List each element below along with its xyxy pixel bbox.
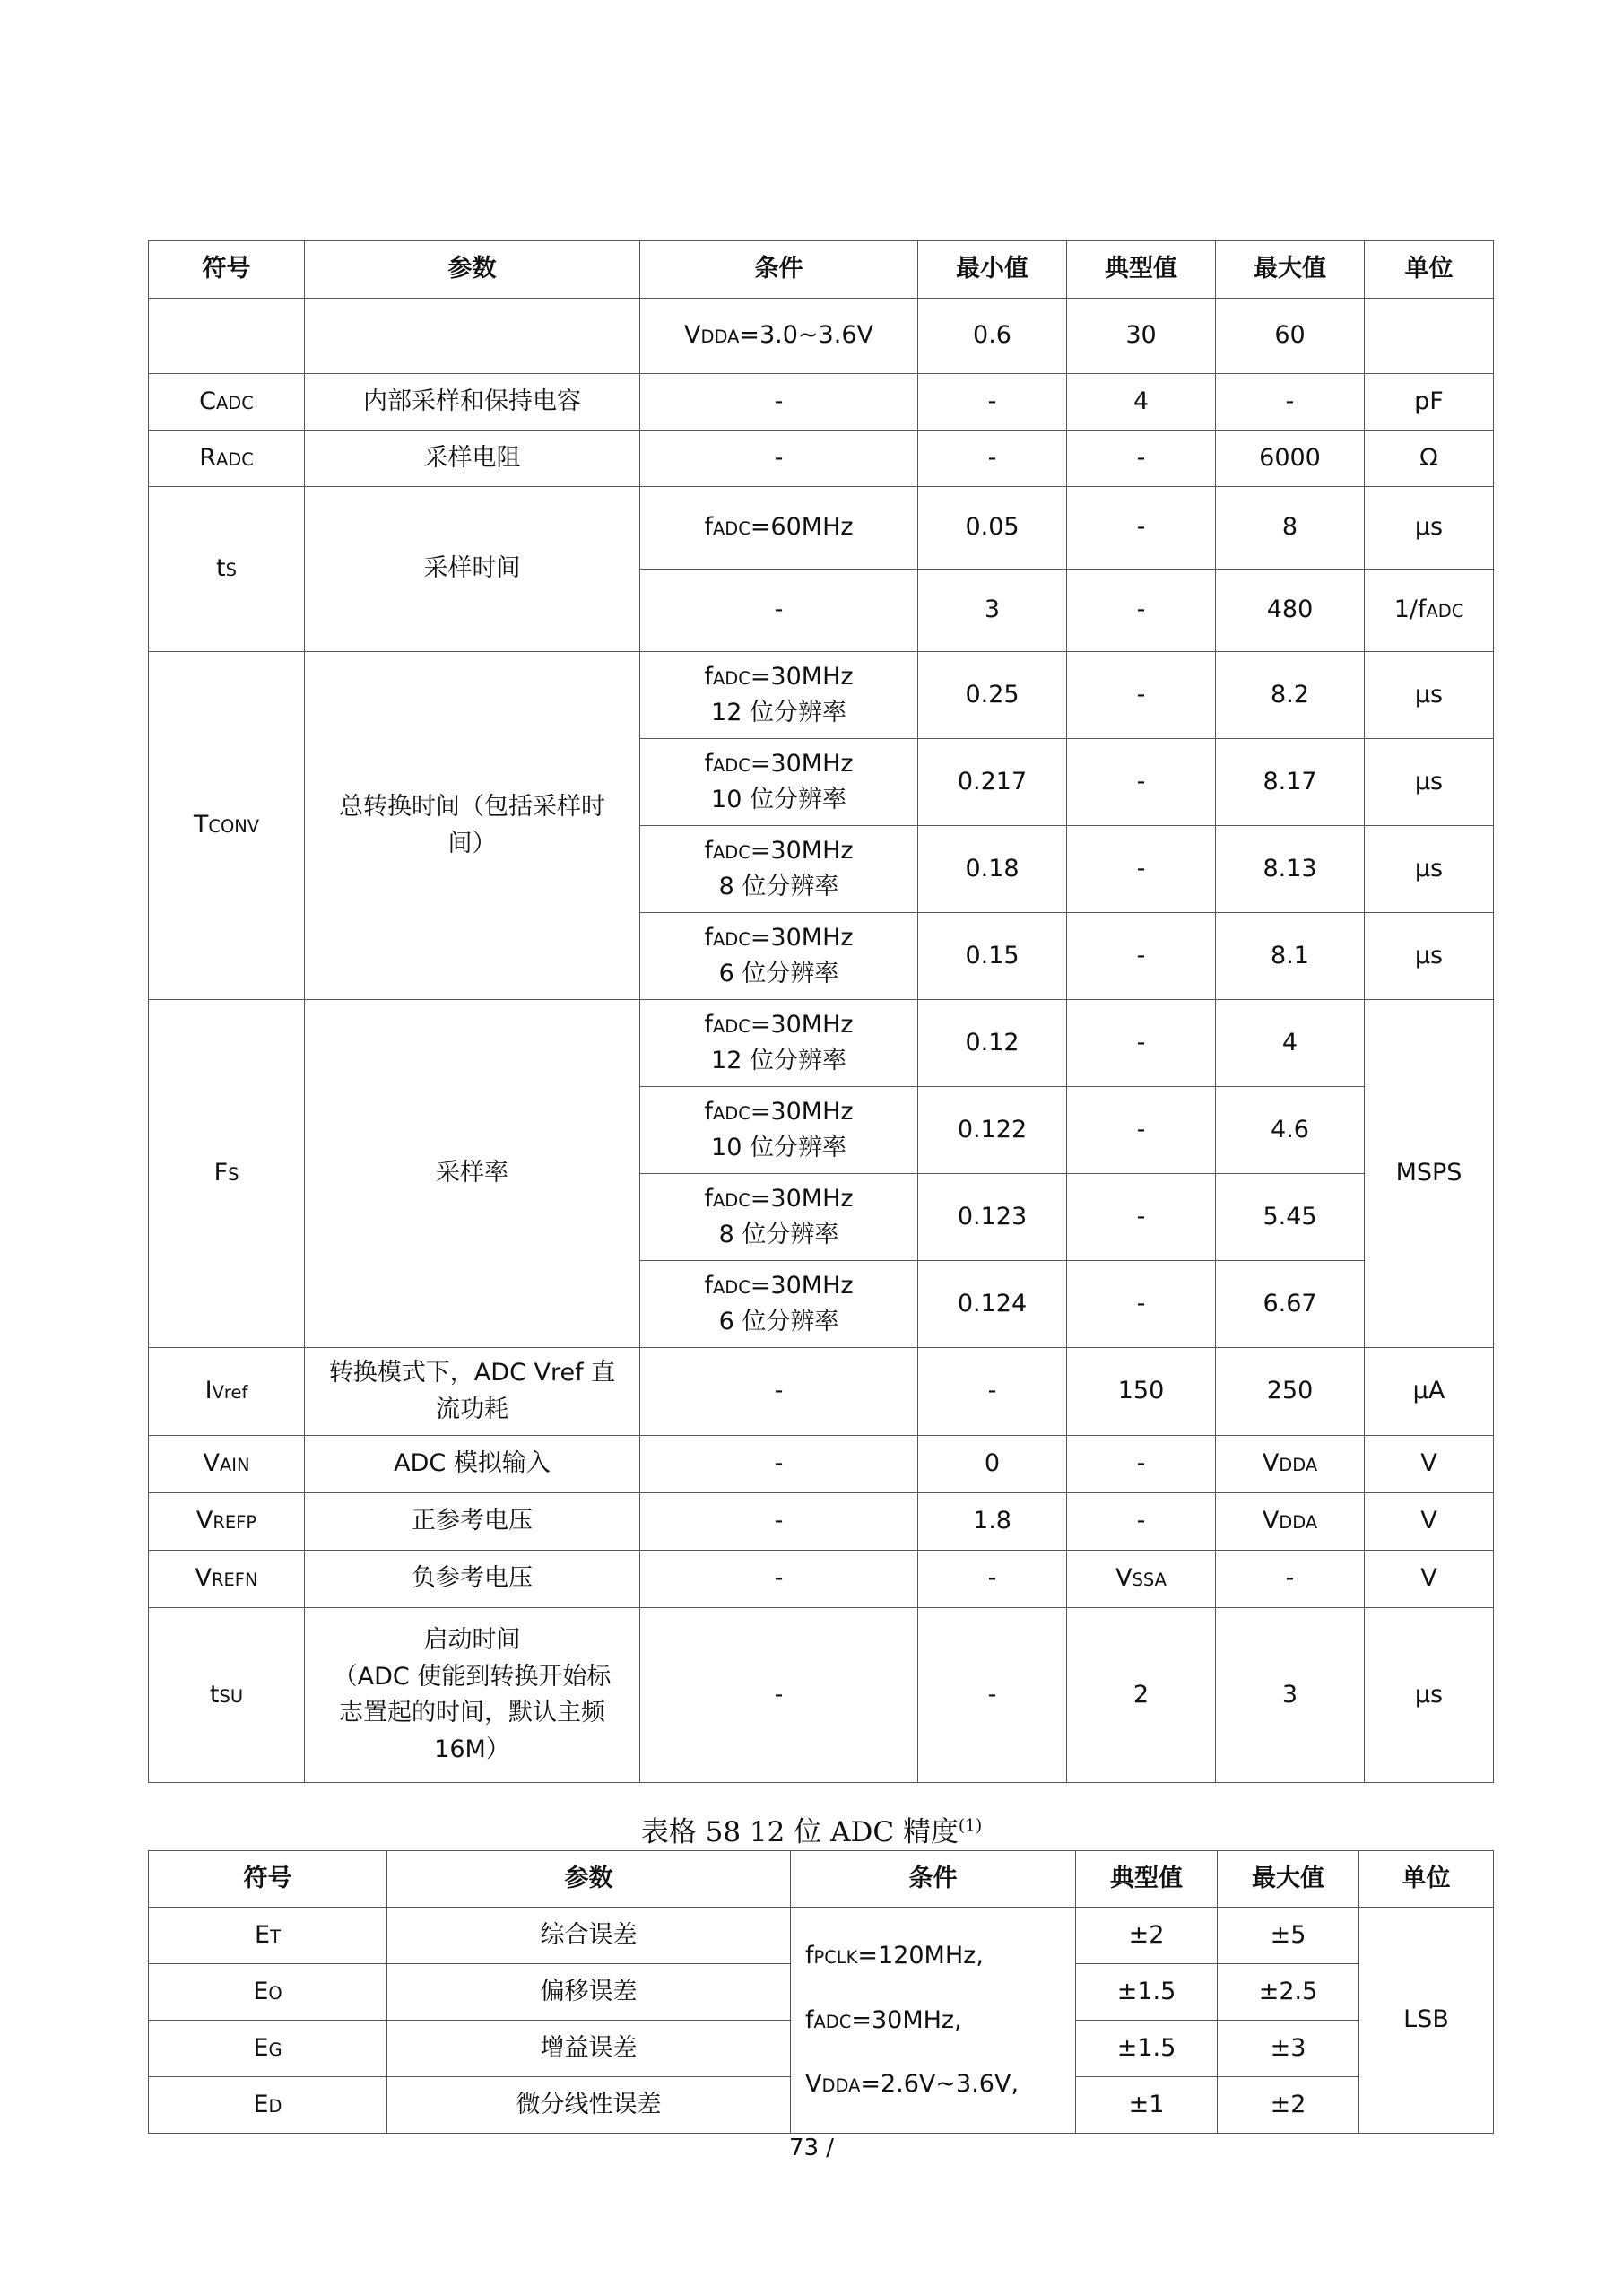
symbol-cell: ED (149, 2077, 387, 2134)
max-cell: 8.1 (1216, 913, 1365, 1000)
cond-cell: fADC=30MHz 12 位分辨率 (640, 652, 918, 739)
min-cell: 0.18 (918, 826, 1067, 913)
adc-accuracy-table (148, 1850, 1494, 2134)
typ-cell: ±1 (1076, 2077, 1218, 2134)
max-cell: ±2.5 (1218, 1964, 1359, 2021)
symbol-cell: EO (149, 1964, 387, 2021)
max-cell: 8.17 (1216, 739, 1365, 826)
cond-cell: fADC=30MHz 8 位分辨率 (640, 1174, 918, 1261)
cond-cell: fPCLK=120MHz, fADC=30MHz, VDDA=2.6V~3.6V, (791, 1908, 1076, 2134)
symbol-cell: VREFP (149, 1493, 305, 1551)
cond-cell: - (640, 374, 918, 430)
adc-characteristics-table (148, 240, 1494, 1783)
header-typ: 典型值 (1076, 1851, 1218, 1908)
symbol-cell: RADC (149, 430, 305, 487)
max-cell: ±2 (1218, 2077, 1359, 2134)
param-cell: 转换模式下，ADC Vref 直 流功耗 (305, 1348, 640, 1436)
unit-cell: LSB (1359, 1908, 1494, 2134)
symbol-cell: TCONV (149, 652, 305, 1000)
header-max: 最大值 (1218, 1851, 1359, 1908)
cond-cell: fADC=30MHz 10 位分辨率 (640, 739, 918, 826)
cond-cell: - (640, 1493, 918, 1551)
max-cell: 5.45 (1216, 1174, 1365, 1261)
symbol-cell: EG (149, 2021, 387, 2077)
param-cell: 启动时间 （ADC 使能到转换开始标 志置起的时间，默认主频 16M） (305, 1608, 640, 1783)
table-row (149, 1608, 1494, 1783)
typ-cell: VSSA (1067, 1551, 1216, 1608)
min-cell: - (918, 1608, 1067, 1783)
min-cell: 0.05 (918, 487, 1067, 570)
typ-cell: 150 (1067, 1348, 1216, 1436)
max-cell: 3 (1216, 1608, 1365, 1783)
min-cell: 0.15 (918, 913, 1067, 1000)
typ-cell: - (1067, 826, 1216, 913)
max-cell: 250 (1216, 1348, 1365, 1436)
cond-cell: - (640, 430, 918, 487)
param-cell: 采样时间 (305, 487, 640, 652)
table-row (149, 652, 1494, 739)
cond-cell: fADC=30MHz 10 位分辨率 (640, 1087, 918, 1174)
typ-cell: ±1.5 (1076, 2021, 1218, 2077)
table-row (149, 1348, 1494, 1436)
unit-cell: μs (1365, 739, 1494, 826)
page-number: 73 / (788, 2135, 835, 2161)
param-cell: 微分线性误差 (387, 2077, 791, 2134)
cond-cell: - (640, 1551, 918, 1608)
min-cell: 0.217 (918, 739, 1067, 826)
param-cell: 采样电阻 (305, 430, 640, 487)
max-cell: ±3 (1218, 2021, 1359, 2077)
unit-cell: μs (1365, 826, 1494, 913)
max-cell: 8 (1216, 487, 1365, 570)
table-row (149, 430, 1494, 487)
table-row (149, 1493, 1494, 1551)
typ-cell: - (1067, 652, 1216, 739)
table-row (149, 1000, 1494, 1087)
unit-cell: μs (1365, 652, 1494, 739)
min-cell: - (918, 1348, 1067, 1436)
cond-cell: VDDA=3.0~3.6V (640, 299, 918, 374)
param-cell: 偏移误差 (387, 1964, 791, 2021)
symbol-cell: FS (149, 1000, 305, 1348)
cond-cell: fADC=60MHz (640, 487, 918, 570)
max-cell: - (1216, 374, 1365, 430)
param-cell: ADC 模拟输入 (305, 1436, 640, 1493)
min-cell: 0.12 (918, 1000, 1067, 1087)
unit-cell: μs (1365, 1608, 1494, 1783)
header-parameter: 参数 (387, 1851, 791, 1908)
unit-cell: 1/fADC (1365, 570, 1494, 652)
max-cell: 8.2 (1216, 652, 1365, 739)
table-row (149, 374, 1494, 430)
unit-cell: V (1365, 1436, 1494, 1493)
table-header-row (149, 1851, 1494, 1908)
table-row (149, 299, 1494, 374)
typ-cell: - (1067, 739, 1216, 826)
param-cell: 综合误差 (387, 1908, 791, 1964)
typ-cell: - (1067, 1261, 1216, 1348)
unit-cell: V (1365, 1551, 1494, 1608)
header-parameter: 参数 (305, 241, 640, 299)
header-condition: 条件 (791, 1851, 1076, 1908)
typ-cell: - (1067, 487, 1216, 570)
max-cell: 4 (1216, 1000, 1365, 1087)
header-symbol: 符号 (149, 241, 305, 299)
typ-cell: - (1067, 913, 1216, 1000)
min-cell: 0.124 (918, 1261, 1067, 1348)
param-cell: 内部采样和保持电容 (305, 374, 640, 430)
max-cell: 8.13 (1216, 826, 1365, 913)
min-cell: 1.8 (918, 1493, 1067, 1551)
table-caption: 表格 58 12 位 ADC 精度$^{(1)}$ (640, 1816, 983, 1848)
typ-cell: - (1067, 1000, 1216, 1087)
cond-cell: fADC=30MHz 6 位分辨率 (640, 1261, 918, 1348)
cond-cell: fADC=30MHz 8 位分辨率 (640, 826, 918, 913)
cond-cell: fADC=30MHz 12 位分辨率 (640, 1000, 918, 1087)
max-cell: 60 (1216, 299, 1365, 374)
unit-cell: μs (1365, 913, 1494, 1000)
table-row (149, 1908, 1494, 1964)
max-cell: 480 (1216, 570, 1365, 652)
typ-cell: - (1067, 570, 1216, 652)
param-cell: 总转换时间（包括采样时 间） (305, 652, 640, 1000)
max-cell: 6000 (1216, 430, 1365, 487)
param-cell: 负参考电压 (305, 1551, 640, 1608)
max-cell: 4.6 (1216, 1087, 1365, 1174)
param-cell: 采样率 (305, 1000, 640, 1348)
unit-cell: μA (1365, 1348, 1494, 1436)
typ-cell: 4 (1067, 374, 1216, 430)
cond-cell: fADC=30MHz 6 位分辨率 (640, 913, 918, 1000)
typ-cell: 2 (1067, 1608, 1216, 1783)
symbol-cell: CADC (149, 374, 305, 430)
min-cell: - (918, 430, 1067, 487)
header-symbol: 符号 (149, 1851, 387, 1908)
typ-cell: 30 (1067, 299, 1216, 374)
min-cell: - (918, 374, 1067, 430)
cond-cell: - (640, 1348, 918, 1436)
typ-cell: - (1067, 1087, 1216, 1174)
min-cell: 3 (918, 570, 1067, 652)
min-cell: 0.122 (918, 1087, 1067, 1174)
min-cell: 0.6 (918, 299, 1067, 374)
min-cell: 0 (918, 1436, 1067, 1493)
header-min: 最小值 (918, 241, 1067, 299)
typ-cell: - (1067, 1436, 1216, 1493)
unit-cell: μs (1365, 487, 1494, 570)
min-cell: 0.123 (918, 1174, 1067, 1261)
symbol-cell: VAIN (149, 1436, 305, 1493)
header-condition: 条件 (640, 241, 918, 299)
table-row (149, 1436, 1494, 1493)
param-cell: 正参考电压 (305, 1493, 640, 1551)
typ-cell: ±2 (1076, 1908, 1218, 1964)
typ-cell: ±1.5 (1076, 1964, 1218, 2021)
symbol-cell: IVref (149, 1348, 305, 1436)
header-typ: 典型值 (1067, 241, 1216, 299)
typ-cell: - (1067, 1493, 1216, 1551)
min-cell: - (918, 1551, 1067, 1608)
header-max: 最大值 (1216, 241, 1365, 299)
header-unit: 单位 (1359, 1851, 1494, 1908)
cond-cell: - (640, 1436, 918, 1493)
unit-cell: Ω (1365, 430, 1494, 487)
table-header-row (149, 241, 1494, 299)
table-row (149, 487, 1494, 570)
symbol-cell: tSU (149, 1608, 305, 1783)
min-cell: 0.25 (918, 652, 1067, 739)
unit-cell: pF (1365, 374, 1494, 430)
symbol-cell: ET (149, 1908, 387, 1964)
symbol-cell: tS (149, 487, 305, 652)
typ-cell: - (1067, 430, 1216, 487)
max-cell: VDDA (1216, 1493, 1365, 1551)
symbol-cell: VREFN (149, 1551, 305, 1608)
max-cell: - (1216, 1551, 1365, 1608)
max-cell: VDDA (1216, 1436, 1365, 1493)
cond-cell: - (640, 1608, 918, 1783)
typ-cell: - (1067, 1174, 1216, 1261)
header-unit: 单位 (1365, 241, 1494, 299)
max-cell: 6.67 (1216, 1261, 1365, 1348)
unit-cell: V (1365, 1493, 1494, 1551)
param-cell: 增益误差 (387, 2021, 791, 2077)
unit-cell: MSPS (1365, 1000, 1494, 1348)
cond-cell: - (640, 570, 918, 652)
max-cell: ±5 (1218, 1908, 1359, 1964)
table-row (149, 1551, 1494, 1608)
